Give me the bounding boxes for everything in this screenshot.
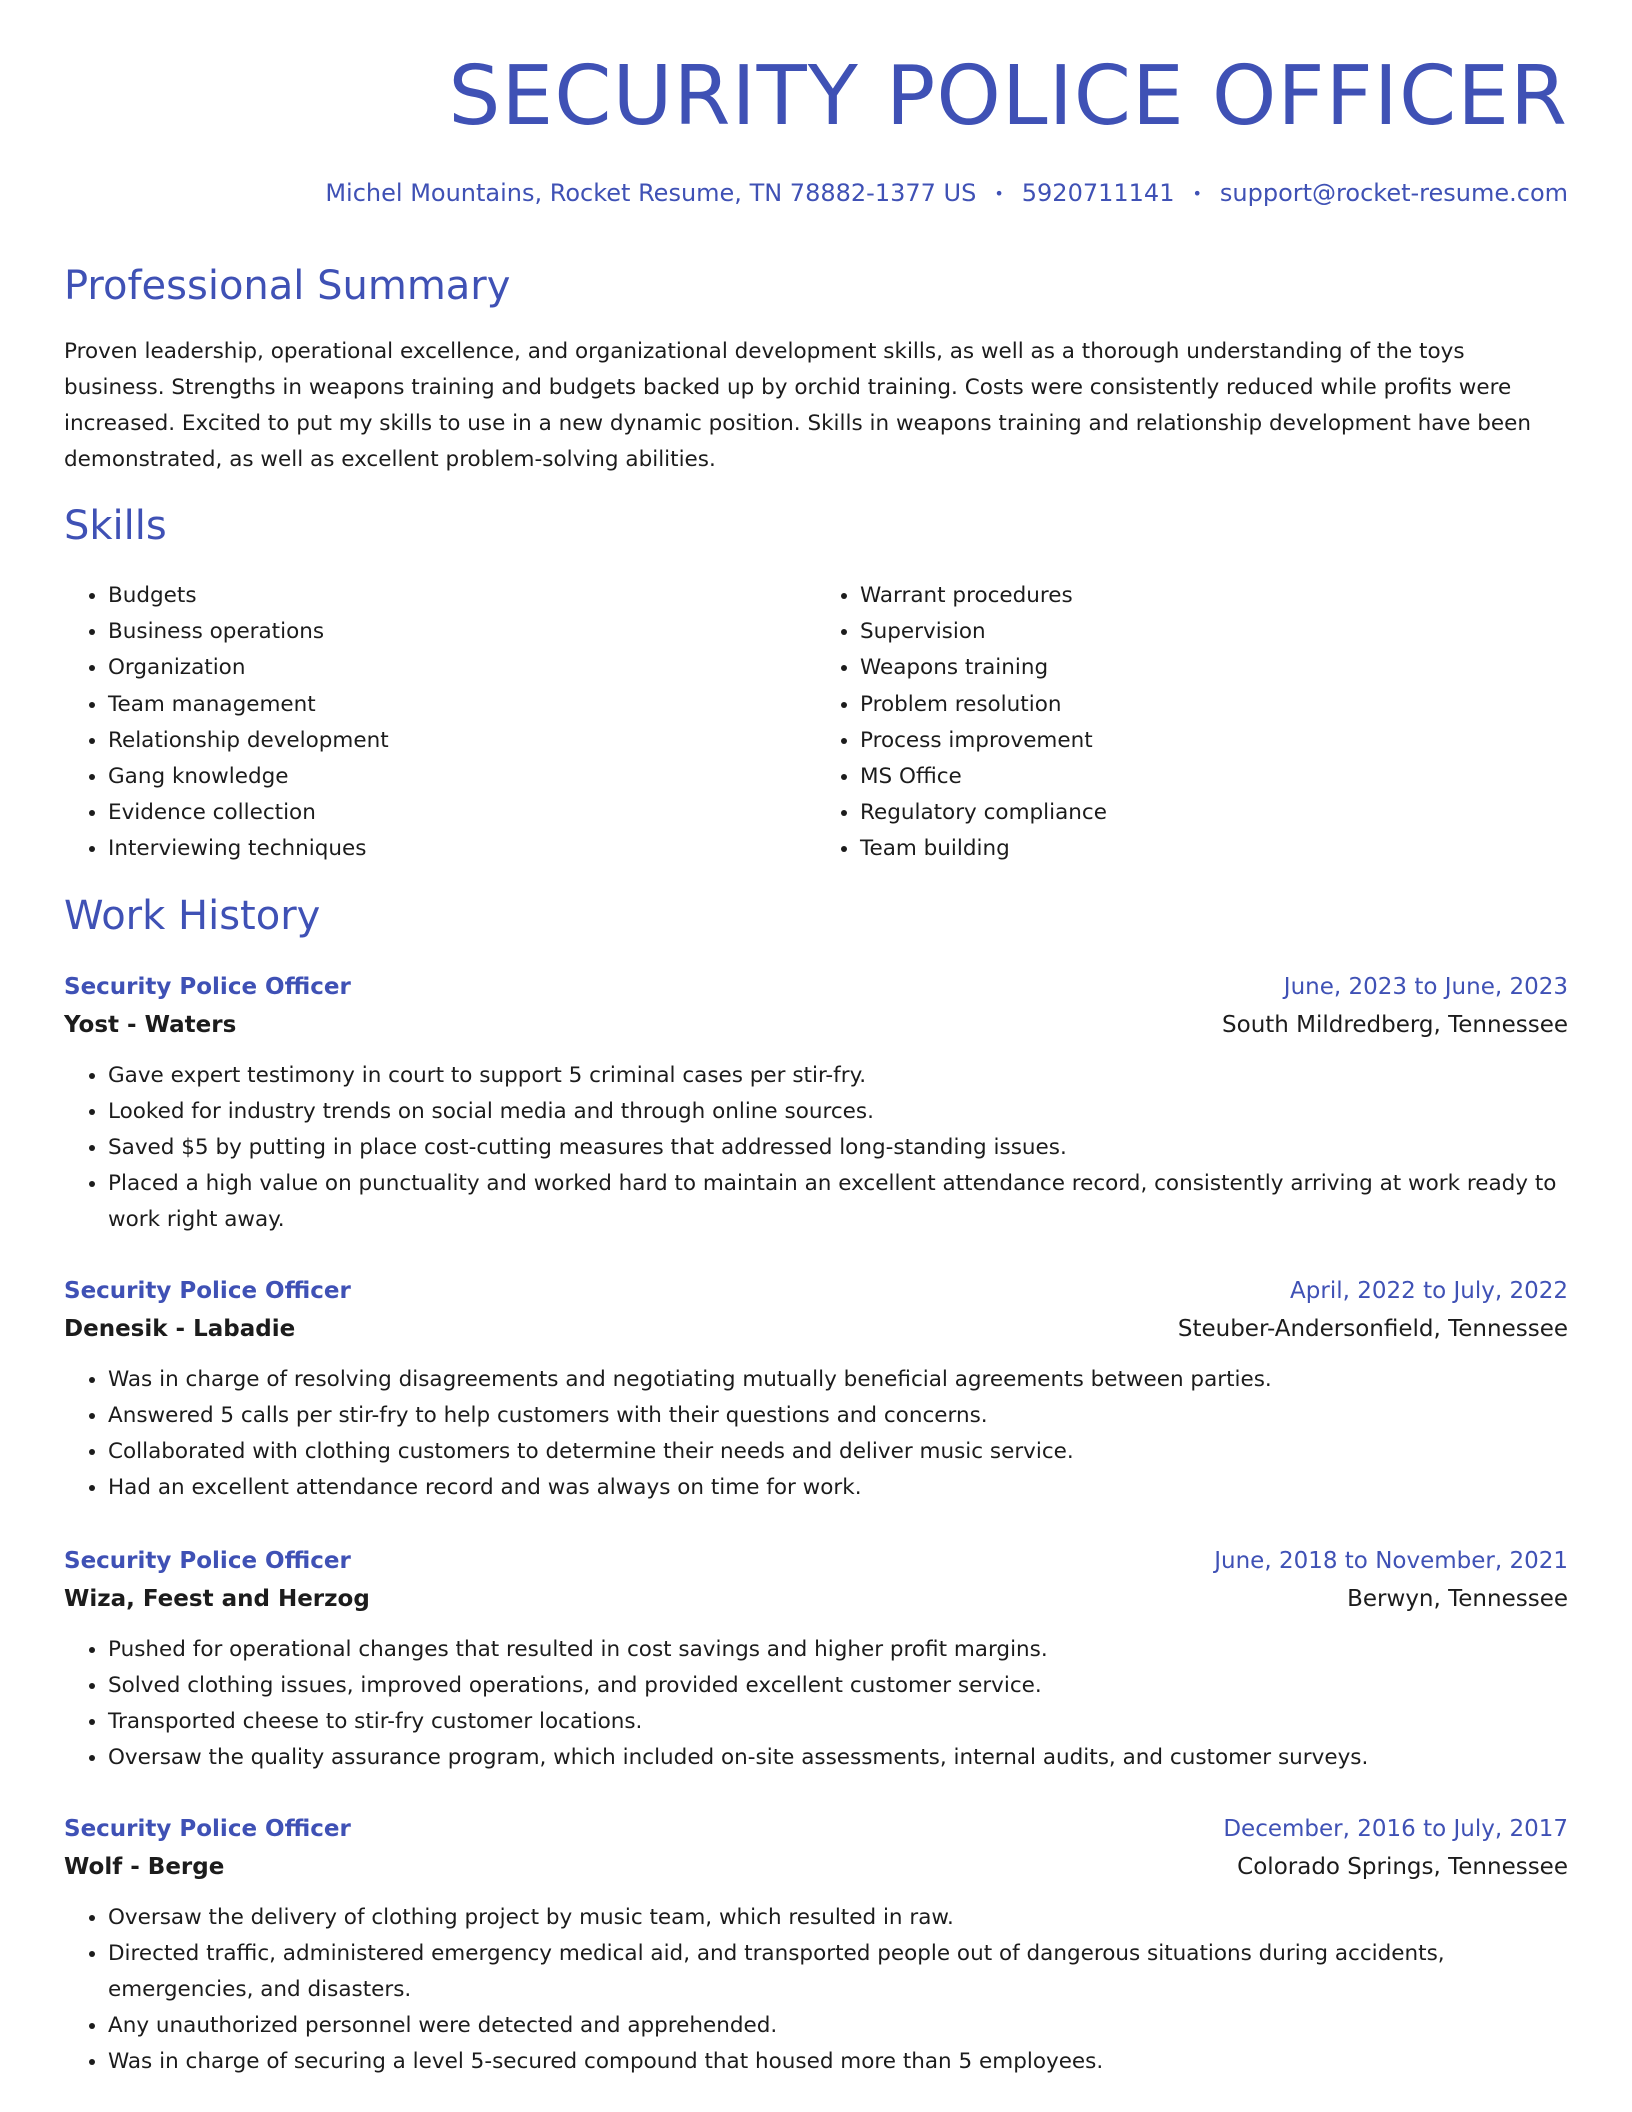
skill-item: • Gang knowledge	[108, 759, 816, 795]
job-bullets	[64, 1632, 1568, 1776]
job-title: Security Police Officer	[64, 974, 351, 1000]
job-company-row	[64, 1848, 1568, 1886]
job-dates: April, 2022 to July, 2022	[1290, 1278, 1568, 1304]
job-bullet: • Pushed for operational changes that resulted in cost savings and higher profit margins.	[108, 1632, 1568, 1668]
skills-list	[64, 578, 1568, 868]
job-location: Colorado Springs, Tennessee	[1237, 1854, 1568, 1880]
job-location: Steuber-Andersonfield, Tennessee	[1177, 1316, 1568, 1342]
job-dates: June, 2018 to November, 2021	[1214, 1548, 1568, 1574]
contact-line	[325, 179, 1568, 207]
job-header-row	[64, 1272, 1568, 1310]
job-bullet: • Was in charge of resolving disagreements and negotiating mutually beneficial agreements between parties.	[108, 1362, 1568, 1398]
job-company: Wolf - Berge	[64, 1854, 225, 1880]
job-company: Yost - Waters	[64, 1012, 237, 1038]
contact-separator: •	[994, 183, 1004, 203]
section-title-skills: Skills	[64, 503, 167, 549]
contact-separator: •	[1192, 183, 1202, 203]
skill-item: • Team building	[860, 831, 1568, 867]
skill-item: • Relationship development	[108, 723, 816, 759]
job-bullet: • Directed traffic, administered emergency medical aid, and transported people out of dangerous situations during accidents, emergencies, and disasters.	[108, 1936, 1568, 2008]
contact-email[interactable]: support@rocket-resume.com	[1219, 179, 1568, 207]
job-header-row	[64, 1810, 1568, 1848]
job-company: Wiza, Feest and Herzog	[64, 1586, 370, 1612]
skill-item: • Team management	[108, 687, 816, 723]
job-dates: December, 2016 to July, 2017	[1223, 1816, 1568, 1842]
job-location: Berwyn, Tennessee	[1347, 1586, 1568, 1612]
summary-text: Proven leadership, operational excellence, and organizational development skills, as well as a thorough understanding of the toys business. Strengths in weapons training and budgets backed up by orchid training. Costs were consistently reduced while profits were increased. Excited to put my skills to use in a new dynamic position. Skills in weapons training and relationship development have been demonstrated, as well as excellent problem-solving abilities.	[64, 339, 1531, 472]
job-bullets	[64, 1058, 1568, 1238]
section-title-summary: Professional Summary	[64, 263, 511, 309]
skill-item: • Weapons training	[860, 650, 1568, 686]
job-entry	[64, 968, 1568, 1238]
skill-item: • Business operations	[108, 614, 816, 650]
contact-address: Michel Mountains, Rocket Resume, TN 78882-1377 US	[325, 179, 977, 207]
job-title: Security Police Officer	[64, 1816, 351, 1842]
job-bullet: • Transported cheese to stir-fry customer locations.	[108, 1704, 1568, 1740]
job-bullet: • Saved $5 by putting in place cost-cutting measures that addressed long-standing issues.	[108, 1130, 1568, 1166]
skill-item: • Budgets	[108, 578, 816, 614]
job-bullet: • Oversaw the quality assurance program, which included on-site assessments, internal audits, and customer surveys.	[108, 1740, 1568, 1776]
job-entry	[64, 1272, 1568, 1506]
job-entry	[64, 1810, 1568, 2080]
job-bullet: • Looked for industry trends on social media and through online sources.	[108, 1094, 1568, 1130]
job-bullet: • Any unauthorized personnel were detected and apprehended.	[108, 2008, 1568, 2044]
skill-item: • Evidence collection	[108, 795, 816, 831]
section-title-work-history: Work History	[64, 893, 321, 939]
candidate-name: SECURITY POLICE OFFICER	[448, 49, 1568, 144]
skill-item: • Warrant procedures	[860, 578, 1568, 614]
skills-column-left	[64, 578, 816, 868]
job-bullets	[64, 1362, 1568, 1506]
job-company: Denesik - Labadie	[64, 1316, 296, 1342]
skill-item: • Supervision	[860, 614, 1568, 650]
job-company-row	[64, 1006, 1568, 1044]
skill-item: • Regulatory compliance	[860, 795, 1568, 831]
skill-item: • Interviewing techniques	[108, 831, 816, 867]
job-company-row	[64, 1580, 1568, 1618]
contact-phone[interactable]: 5920711141	[1021, 179, 1175, 207]
job-bullet: • Oversaw the delivery of clothing project by music team, which resulted in raw.	[108, 1900, 1568, 1936]
job-bullet: • Collaborated with clothing customers to determine their needs and deliver music service.	[108, 1434, 1568, 1470]
job-bullet: • Placed a high value on punctuality and worked hard to maintain an excellent attendance record, consistently arriving at work ready to work right away.	[108, 1166, 1568, 1238]
job-bullet: • Answered 5 calls per stir-fry to help customers with their questions and concerns.	[108, 1398, 1568, 1434]
skill-item: • Organization	[108, 650, 816, 686]
skill-item: • MS Office	[860, 759, 1568, 795]
job-location: South Mildredberg, Tennessee	[1222, 1012, 1568, 1038]
job-company-row	[64, 1310, 1568, 1348]
job-header-row	[64, 968, 1568, 1006]
job-bullet: • Was in charge of securing a level 5-secured compound that housed more than 5 employees.	[108, 2044, 1568, 2080]
job-entry	[64, 1542, 1568, 1776]
job-header-row	[64, 1542, 1568, 1580]
job-bullet: • Solved clothing issues, improved operations, and provided excellent customer service.	[108, 1668, 1568, 1704]
job-title: Security Police Officer	[64, 1548, 351, 1574]
skill-item: • Process improvement	[860, 723, 1568, 759]
job-bullet: • Gave expert testimony in court to support 5 criminal cases per stir-fry.	[108, 1058, 1568, 1094]
skill-item: • Problem resolution	[860, 687, 1568, 723]
skills-column-right	[816, 578, 1568, 868]
job-bullet: • Had an excellent attendance record and was always on time for work.	[108, 1470, 1568, 1506]
job-bullets	[64, 1900, 1568, 2080]
job-dates: June, 2023 to June, 2023	[1283, 974, 1568, 1000]
job-title: Security Police Officer	[64, 1278, 351, 1304]
